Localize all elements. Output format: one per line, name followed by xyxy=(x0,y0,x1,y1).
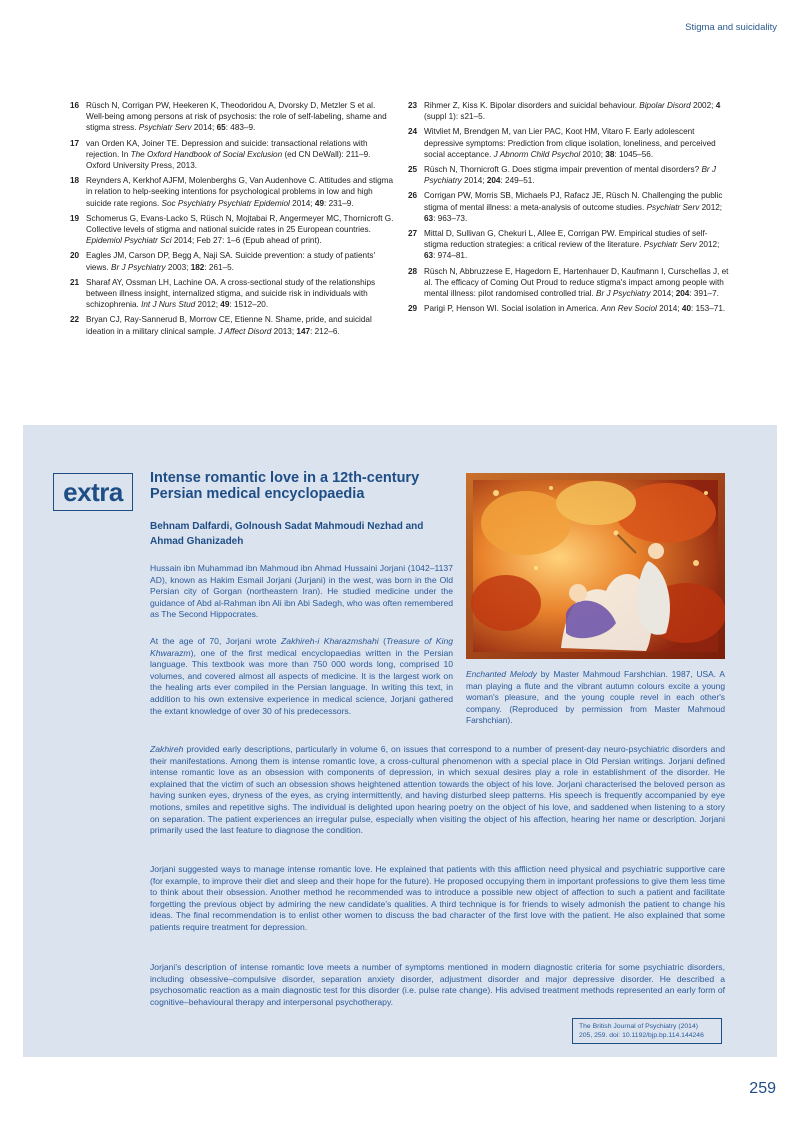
article-paragraph: Jorjani's description of intense romantic love meets a number of symptoms mentioned in modern diagnostic criteria for some psychiatric disorders, including obsessive–compulsive disorder, separation anxiety disorder, adjustment disorder and major depressive disorder. He described a psychosomatic reaction as a main diagnostic test for this disorder (i.e. pulse rate change). His advised treatment methods represented an early form of cognitive–behavioural therapy and interpersonal psychotherapy. xyxy=(150,962,725,1007)
references-left-column xyxy=(70,100,395,341)
references-right-column xyxy=(408,100,730,318)
reference-entry xyxy=(408,100,730,122)
reference-text: Sharaf AY, Ossman LH, Lachine OA. A cross-sectional study of the relationships between illness insight, internalized stigma, and suicide risk in individuals with schizophrenia. Int J Nurs Stud 2012; 49: 1512–20. xyxy=(86,277,376,310)
reference-text: Parigi P, Henson WI. Social isolation in America. Ann Rev Sociol 2014; 40: 153–71. xyxy=(424,304,726,314)
citation-box xyxy=(572,1018,722,1044)
reference-number: 26 xyxy=(408,191,418,201)
extra-label: extra xyxy=(53,473,133,511)
reference-text: Reynders A, Kerkhof AJFM, Molenberghs G, Van Audenhove C. Attitudes and stigma in relation to help-seeking intentions for psychological problems in low and high suicide rate regions. Soc Psychiatry Psychiatr Epidemiol 2014; 49: 231–9. xyxy=(86,176,394,208)
reference-entry xyxy=(408,190,730,224)
reference-number: 28 xyxy=(408,266,418,276)
reference-entry xyxy=(70,100,395,134)
article-paragraph: Hussain ibn Muhammad ibn Mahmoud ibn Ahmad Hussaini Jorjani (1042–1137 AD), known as Hakim Esmail Jorjani (Jurjani) in the west, was born in the Old Persian city of Gorgan (northeastern Iran). He studied medicine under the guidance of Abd al-Rahman ibn Ali ibn Abi Sadegh, who was often remembered as The Second Hippocrates. xyxy=(150,563,453,620)
reference-entry xyxy=(70,175,395,209)
reference-number: 18 xyxy=(70,176,80,186)
reference-entry xyxy=(70,277,395,311)
reference-entry xyxy=(408,228,730,262)
reference-entry xyxy=(70,314,395,336)
reference-text: Rihmer Z, Kiss K. Bipolar disorders and suicidal behaviour. Bipolar Disord 2002; 4 (suppl 1): s21–5. xyxy=(424,101,721,122)
reference-entry xyxy=(408,303,730,314)
article-title: Intense romantic love in a 12th-century Persian medical encyclopaedia xyxy=(150,470,420,502)
article-paragraph: At the age of 70, Jorjani wrote Zakhireh-i Kharazmshahi (Treasure of King Khwarazm), one of the first medical encyclopaedias written in the Persian language. This textbook was more than 750 000 words long, comprised 10 volumes, and covered almost all aspects of medicine. It is the largest work on the healing arts ever compiled in the Persian language. In writing this text, in addition to his own extensive experience in medical science, Jorjani gathered the extant knowledge of over 30 of his predecessors. xyxy=(150,636,454,716)
article-authors: Behnam Dalfardi, Golnoush Sadat Mahmoudi Nezhad and Ahmad Ghanizadeh xyxy=(150,521,424,547)
reference-number: 19 xyxy=(70,213,80,223)
painting-image xyxy=(466,473,725,659)
reference-text: Rüsch N, Corrigan PW, Heekeren K, Theodoridou A, Dvorsky D, Metzler S et al. Well-being among persons at risk of psychosis: the role of self-labeling, shame and stigma stress. Psychiatr Serv 2014; 65: 483–9. xyxy=(86,101,387,133)
reference-text: Rüsch N, Thornicroft G. Does stigma impair prevention of mental disorders? Br J Psychiatry 2014; 204: 249–51. xyxy=(424,165,716,186)
reference-number: 25 xyxy=(408,165,418,175)
reference-text: Bryan CJ, Ray-Sannerud B, Morrow CE, Etienne N. Shame, pride, and suicidal ideation in a military clinical sample. J Affect Disord 2013; 147: 212–6. xyxy=(86,315,372,336)
citation-line-2: 205, 259. doi: 10.1192/bjp.bp.114.144246 xyxy=(579,1032,704,1039)
reference-number: 17 xyxy=(70,138,80,148)
reference-entry xyxy=(408,164,730,186)
reference-text: van Orden KA, Joiner TE. Depression and suicide: transactional relations with rejection. In The Oxford Handbook of Social Exclusion (ed CN DeWall): 211–9. Oxford University Press, 2013. xyxy=(86,138,371,171)
reference-number: 27 xyxy=(408,229,418,239)
reference-entry xyxy=(70,250,395,272)
reference-entry xyxy=(408,266,730,300)
reference-number: 23 xyxy=(408,101,418,110)
article-paragraph: Jorjani suggested ways to manage intense romantic love. He explained that patients with this affliction need physical and psychiatric supportive care (for example, to improve their diet and sleep and their hope for the future). He proposed occupying them in important professions to give them less time to think about their obsession. Another method he recommended was to introduce a possible new object of affection to such a patient and facilitate forgetting the previous object by admiring the new candidate's qualities. A third technique is for friends to wisely admonish the patient to change his ideas. The final recommendation is to enlist other women to discuss the bad character of the first love with the patient. He also explained that some patients require treatment for depression. xyxy=(150,864,725,932)
reference-entry xyxy=(70,138,395,172)
reference-entry xyxy=(408,126,730,160)
page-number: 259 xyxy=(749,1080,776,1097)
reference-number: 22 xyxy=(70,315,80,325)
reference-text: Eagles JM, Carson DP, Begg A, Naji SA. Suicide prevention: a study of patients' views. Br J Psychiatry 2003; 182: 261–5. xyxy=(86,251,376,272)
reference-number: 21 xyxy=(70,277,80,287)
reference-text: Rüsch N, Abbruzzese E, Hagedorn E, Hartenhauer D, Kaufmann I, Curschellas J, et al. The efficacy of Coming Out Proud to reduce stigma's impact among people with mental illness: pilot randomised controlled trial. Br J Psychiatry 2014; 204: 391–7. xyxy=(424,266,729,299)
reference-entry xyxy=(70,213,395,247)
reference-text: Witvliet M, Brendgen M, van Lier PAC, Koot HM, Vitaro F. Early adolescent depressive symptoms: Prediction from clique isolation, loneliness, and perceived social acceptance. J Abnorm Child Psychol 2010; 38: 1045–56. xyxy=(424,127,716,159)
painting-caption: Enchanted Melody by Master Mahmoud Farshchian. 1987, USA. A man playing a flute and the vibrant autumn colours excite a young woman's pleasure, and the young couple revel in each other's company. (Reproduced by permission from Master Mahmoud Farshchian). xyxy=(466,669,725,725)
citation-line-1: The British Journal of Psychiatry (2014) xyxy=(579,1023,698,1030)
reference-text: Schomerus G, Evans-Lacko S, Rüsch N, Mojtabai R, Angermeyer MC, Thornicroft G. Collective levels of stigma and national suicide rates in 25 European countries. Epidemiol Psychiatr Sci 2014; Feb 27: 1–6 (Epub ahead of print). xyxy=(86,213,394,246)
running-head: Stigma and suicidality xyxy=(685,22,777,33)
reference-text: Mittal D, Sullivan G, Chekuri L, Allee E, Corrigan PW. Empirical studies of self-stigma reduction strategies: a critical review of the literature. Psychiatr Serv 2012; 63: 974–81. xyxy=(424,229,720,261)
reference-number: 29 xyxy=(408,304,418,314)
enchanted-melody-painting-svg xyxy=(466,473,725,659)
reference-number: 16 xyxy=(70,101,80,110)
article-paragraph: Zakhireh provided early descriptions, particularly in volume 6, on issues that correspond to a number of present-day neuro-psychiatric disorders and their manifestations. Among them is intense romantic love, a cross-cultural phenomenon with a special place in Old Persian writings. Jorjani defined intense romantic love as an obsession with components of depression, in which sexual desires play a role in establishment of the disorder. He explained that the victim of such an obsession shows heightened attention towards the object of his love. Jorjani characterised the beloved person as having sunken eyes, dryness of the eyes, as crying intermittently, and having disturbed sleep patterns. His speech is frequently accompanied by eye motions, smiles and repetitive sighs. The individual is delighted upon hearing poetry on the object of his love, and saddened when listening to a story on separation. The patient experiences an irregular pulse, especially when visiting the object of his affection, hearing her name or description. Jorjani primarily used the last feature to diagnose the condition. xyxy=(150,744,725,836)
reference-number: 24 xyxy=(408,127,418,137)
reference-text: Corrigan PW, Morris SB, Michaels PJ, Rafacz JE, Rüsch N. Challenging the public stigma of mental illness: a meta-analysis of outcome studies. Psychiatr Serv 2012; 63: 963–73. xyxy=(424,191,723,223)
reference-number: 20 xyxy=(70,251,80,261)
